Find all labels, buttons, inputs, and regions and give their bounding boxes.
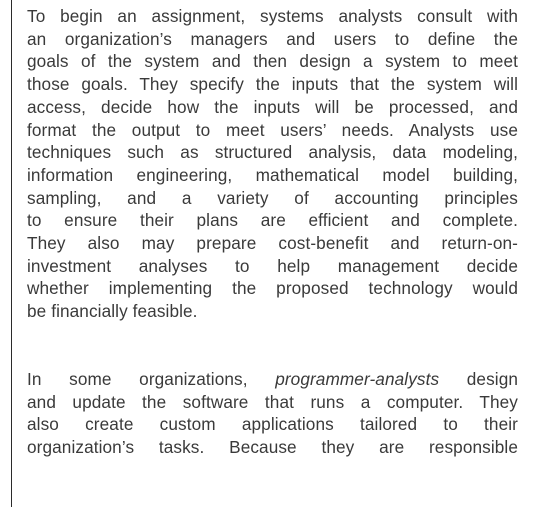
text-line: access, decide how the inputs will be processed, and: [27, 96, 518, 117]
text-line: an organization’s managers and users to define the: [27, 28, 518, 49]
text-line: They also may prepare cost-benefit and return-on-: [27, 233, 518, 254]
text-line: to ensure their plans are efficient and complete.: [27, 210, 518, 231]
italic-term: programmer-analysts: [275, 368, 440, 389]
paragraph-programmer-analysts: [27, 368, 518, 459]
text-run: design: [439, 368, 519, 389]
paragraph-systems-analysts: [27, 5, 518, 323]
body-text: [27, 5, 518, 459]
text-line: those goals. They specify the inputs that the system will: [27, 74, 518, 95]
text-line: [27, 368, 518, 391]
text-line: be financially feasible.: [27, 301, 198, 322]
text-run: In some organizations,: [27, 368, 276, 389]
text-line: information engineering, mathematical model building,: [27, 164, 518, 185]
text-line: To begin an assignment, systems analysts consult with: [27, 6, 518, 26]
text-line: and update the software that runs a computer. They: [27, 391, 518, 412]
text-line: also create custom applications tailored to their: [27, 414, 518, 435]
text-line: techniques such as structured analysis, data modeling,: [27, 142, 518, 163]
text-line: investment analyses to help management decide: [27, 255, 518, 276]
text-line: format the output to meet users’ needs. Analysts use: [27, 119, 518, 140]
text-line: organization’s tasks. Because they are responsible: [27, 436, 518, 457]
text-line: goals of the system and then design a system to meet: [27, 51, 518, 72]
text-line: whether implementing the proposed technology would: [27, 278, 518, 299]
left-margin-rule: [11, 0, 12, 507]
paragraph-gap: [27, 323, 518, 368]
text-line: sampling, and a variety of accounting principles: [27, 187, 518, 208]
